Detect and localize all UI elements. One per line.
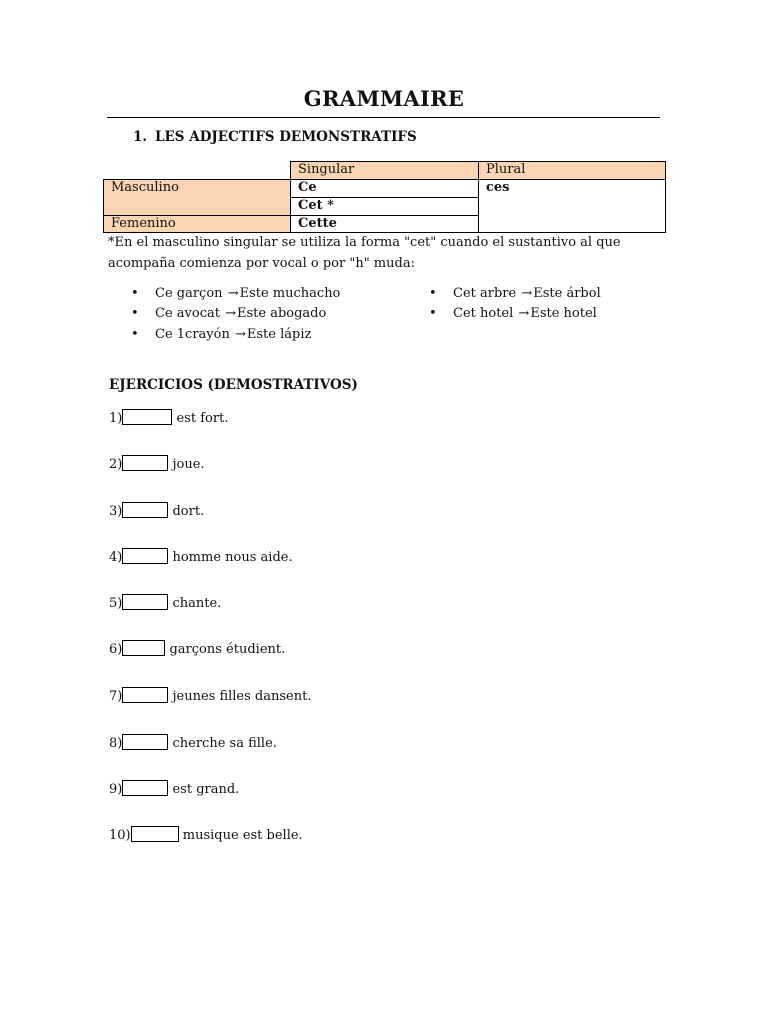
- example-spanish: Este lápiz: [246, 327, 312, 342]
- exercise-text: dort.: [172, 504, 205, 519]
- exercise-number: 8): [109, 736, 123, 751]
- list-item: [131, 327, 311, 342]
- exercise-number: 3): [109, 504, 123, 519]
- exercise-item: [109, 549, 293, 566]
- exercise-number: 4): [109, 550, 123, 565]
- example-spanish: Este hotel: [530, 306, 597, 321]
- usage-note: [108, 232, 668, 274]
- exercises-heading: EJERCICIOS (DEMOSTRATIVOS): [109, 377, 358, 393]
- exercise-text: est fort.: [176, 411, 229, 426]
- example-spanish: Este árbol: [533, 286, 601, 301]
- exercise-number: 5): [109, 596, 123, 611]
- singular-ce: Ce: [290, 179, 479, 198]
- exercise-item: [109, 781, 239, 798]
- row-label-femenino: Femenino: [103, 215, 291, 233]
- bullet-icon: •: [131, 286, 139, 301]
- answer-blank[interactable]: [131, 826, 179, 842]
- arrow-right-icon: →: [227, 286, 239, 301]
- header-singular: Singular: [290, 161, 479, 180]
- arrow-right-icon: →: [234, 327, 246, 342]
- exercise-item: [109, 735, 277, 752]
- exercise-text: jeunes filles dansent.: [172, 689, 312, 704]
- arrow-right-icon: →: [521, 286, 533, 301]
- example-french: Ce avocat: [155, 306, 220, 321]
- exercise-text: cherche sa fille.: [172, 736, 277, 751]
- bullet-icon: •: [131, 306, 139, 321]
- exercise-text: chante.: [172, 596, 222, 611]
- bullet-icon: •: [429, 306, 437, 321]
- title-divider: [107, 117, 660, 118]
- list-item: [429, 306, 597, 321]
- exercise-item: [109, 641, 285, 658]
- exercise-item: [109, 827, 303, 844]
- example-french: Cet hotel: [453, 306, 514, 321]
- exercise-number: 2): [109, 457, 123, 472]
- example-french: Ce 1crayón: [155, 327, 230, 342]
- answer-blank[interactable]: [122, 687, 168, 703]
- answer-blank[interactable]: [122, 780, 168, 796]
- arrow-right-icon: →: [225, 306, 236, 321]
- usage-note-line-2: acompaña comienza por vocal o por "h" muda:: [108, 256, 415, 271]
- exercise-item: [109, 595, 221, 612]
- exercise-text: joue.: [172, 457, 205, 472]
- section-title: LES ADJECTIFS DEMONSTRATIFS: [155, 129, 417, 145]
- usage-note-line-1: *En el masculino singular se utiliza la forma "cet" cuando el sustantivo al que: [108, 235, 621, 250]
- header-plural: Plural: [478, 161, 666, 180]
- exercise-item: [109, 410, 228, 427]
- answer-blank[interactable]: [122, 594, 168, 610]
- exercise-item: [109, 456, 205, 473]
- exercise-item: [109, 503, 204, 520]
- row-label-masculino: Masculino: [103, 179, 291, 216]
- page-title: GRAMMAIRE: [303, 86, 465, 111]
- singular-cet: Cet *: [290, 197, 479, 216]
- bullet-icon: •: [131, 327, 139, 342]
- answer-blank[interactable]: [122, 548, 168, 564]
- exercise-number: 1): [109, 411, 123, 426]
- list-item: [429, 286, 601, 301]
- section-number: 1.: [133, 129, 148, 145]
- singular-cette: Cette: [290, 215, 479, 233]
- exercise-item: [109, 688, 311, 705]
- list-item: [131, 286, 340, 301]
- answer-blank[interactable]: [122, 409, 172, 425]
- plural-ces: ces: [478, 179, 666, 233]
- bullet-icon: •: [429, 286, 437, 301]
- answer-blank[interactable]: [122, 455, 168, 471]
- arrow-right-icon: →: [518, 306, 530, 321]
- exercise-number: 9): [109, 782, 123, 797]
- section-heading: [133, 129, 417, 145]
- example-french: Cet arbre: [453, 286, 517, 301]
- exercise-number: 10): [109, 828, 131, 843]
- example-spanish: Este abogado: [237, 306, 327, 321]
- list-item: [131, 306, 326, 321]
- answer-blank[interactable]: [122, 502, 168, 518]
- exercise-text: est grand.: [172, 782, 240, 797]
- answer-blank[interactable]: [122, 640, 165, 656]
- exercise-text: homme nous aide.: [172, 550, 293, 565]
- answer-blank[interactable]: [122, 734, 168, 750]
- example-french: Ce garçon: [155, 286, 223, 301]
- exercise-text: musique est belle.: [182, 828, 303, 843]
- exercise-number: 6): [109, 642, 123, 657]
- exercise-text: garçons étudient.: [169, 642, 286, 657]
- example-spanish: Este muchacho: [239, 286, 341, 301]
- exercise-number: 7): [109, 689, 123, 704]
